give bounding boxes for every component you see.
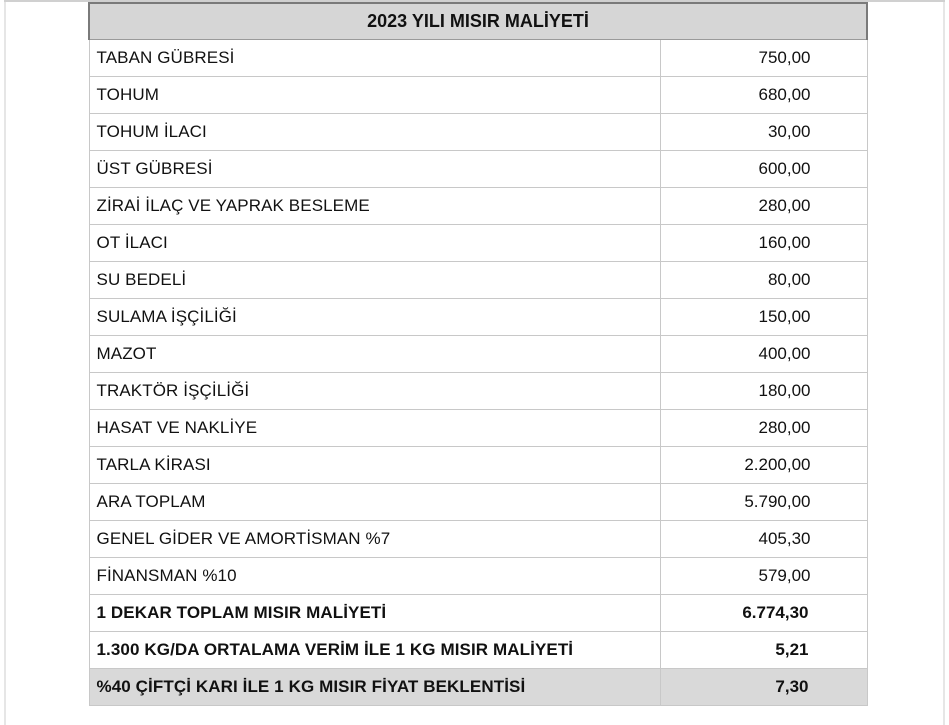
row-label: ÜST GÜBRESİ xyxy=(89,151,660,188)
row-value: 280,00 xyxy=(660,188,867,225)
row-label: TARLA KİRASI xyxy=(89,447,660,484)
row-label: MAZOT xyxy=(89,336,660,373)
row-value: 30,00 xyxy=(660,114,867,151)
table-title-row xyxy=(89,3,867,40)
row-label: ARA TOPLAM xyxy=(89,484,660,521)
total-cost-label: 1 DEKAR TOPLAM MISIR MALİYETİ xyxy=(89,595,660,632)
price-expectation-value: 7,30 xyxy=(660,669,867,706)
table-row xyxy=(89,336,867,373)
per-kg-cost-label: 1.300 KG/DA ORTALAMA VERİM İLE 1 KG MISIR MALİYETİ xyxy=(89,632,660,669)
row-value: 180,00 xyxy=(660,373,867,410)
row-value: 280,00 xyxy=(660,410,867,447)
table-row xyxy=(89,151,867,188)
row-value: 600,00 xyxy=(660,151,867,188)
table-row xyxy=(89,484,867,521)
table-row xyxy=(89,114,867,151)
table-title: 2023 YILI MISIR MALİYETİ xyxy=(89,3,867,40)
table-row xyxy=(89,299,867,336)
row-label: TOHUM İLACI xyxy=(89,114,660,151)
frame-left-border xyxy=(4,0,6,725)
row-label: TOHUM xyxy=(89,77,660,114)
row-label: SULAMA İŞÇİLİĞİ xyxy=(89,299,660,336)
table-row xyxy=(89,262,867,299)
table-row xyxy=(89,373,867,410)
table-row xyxy=(89,77,867,114)
per-kg-cost-row xyxy=(89,632,867,669)
row-value: 579,00 xyxy=(660,558,867,595)
total-cost-value: 6.774,30 xyxy=(660,595,867,632)
row-label: FİNANSMAN %10 xyxy=(89,558,660,595)
row-label: SU BEDELİ xyxy=(89,262,660,299)
row-value: 750,00 xyxy=(660,40,867,77)
row-label: GENEL GİDER VE AMORTİSMAN %7 xyxy=(89,521,660,558)
row-label: ZİRAİ İLAÇ VE YAPRAK BESLEME xyxy=(89,188,660,225)
per-kg-cost-value: 5,21 xyxy=(660,632,867,669)
table-row xyxy=(89,225,867,262)
row-value: 5.790,00 xyxy=(660,484,867,521)
row-value: 2.200,00 xyxy=(660,447,867,484)
row-value: 405,30 xyxy=(660,521,867,558)
table-row xyxy=(89,40,867,77)
total-cost-row xyxy=(89,595,867,632)
row-label: HASAT VE NAKLİYE xyxy=(89,410,660,447)
row-value: 80,00 xyxy=(660,262,867,299)
table-row xyxy=(89,447,867,484)
table-row xyxy=(89,410,867,447)
table-row xyxy=(89,188,867,225)
row-value: 680,00 xyxy=(660,77,867,114)
row-value: 160,00 xyxy=(660,225,867,262)
frame-right-border xyxy=(943,0,945,725)
table-row xyxy=(89,558,867,595)
row-label: TRAKTÖR İŞÇİLİĞİ xyxy=(89,373,660,410)
row-label: TABAN GÜBRESİ xyxy=(89,40,660,77)
cost-table xyxy=(88,2,868,706)
row-label: OT İLACI xyxy=(89,225,660,262)
price-expectation-row xyxy=(89,669,867,706)
row-value: 150,00 xyxy=(660,299,867,336)
row-value: 400,00 xyxy=(660,336,867,373)
table-row xyxy=(89,521,867,558)
price-expectation-label: %40 ÇİFTÇİ KARI İLE 1 KG MISIR FİYAT BEKLENTİSİ xyxy=(89,669,660,706)
